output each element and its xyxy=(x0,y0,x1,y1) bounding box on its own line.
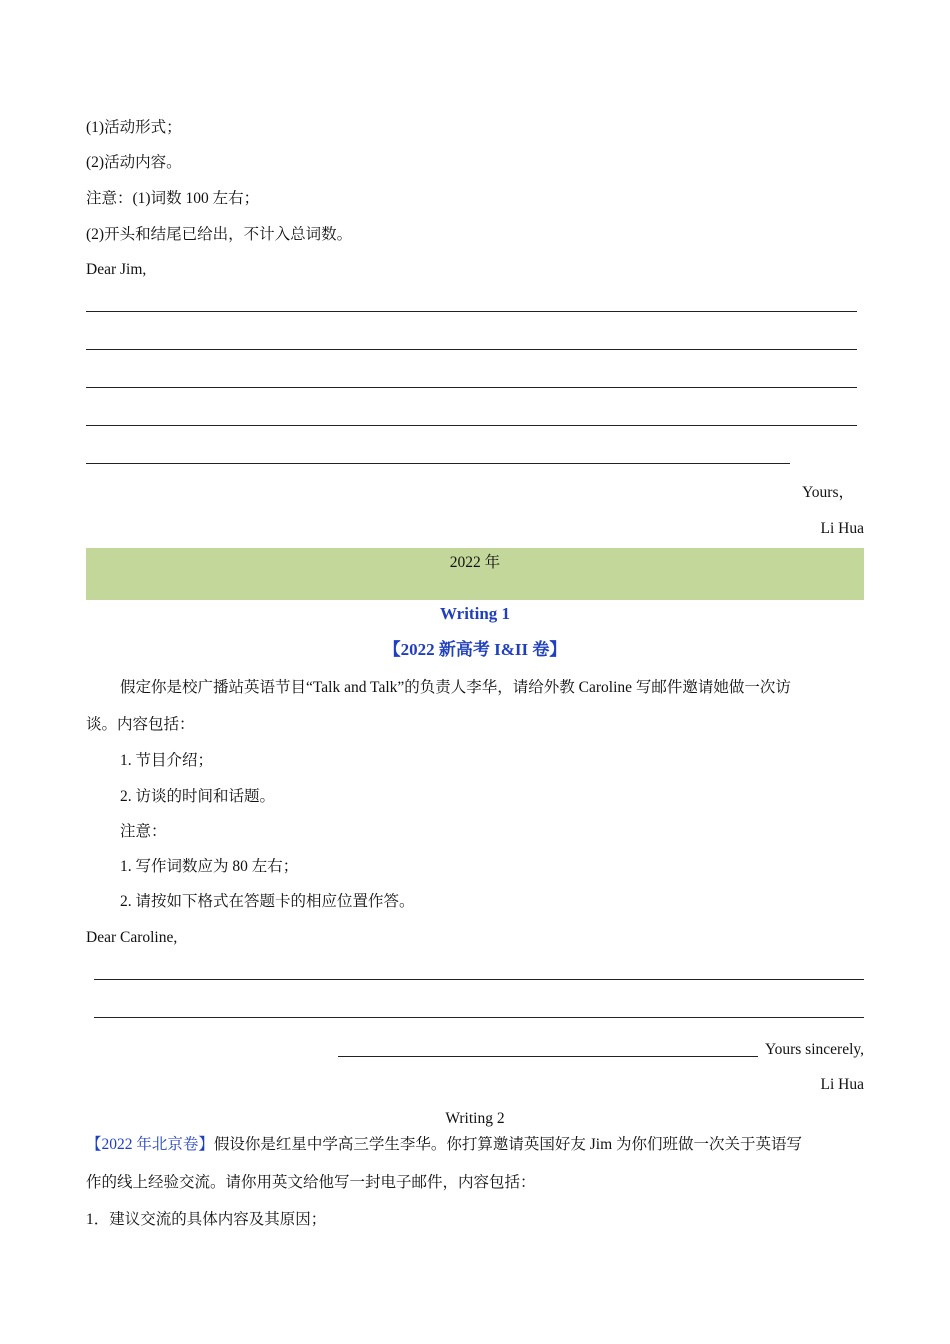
answer-line xyxy=(86,311,857,312)
writing1-subtitle: 【2022 新高考 I&II 卷】 xyxy=(383,640,567,659)
answer-line xyxy=(86,463,790,464)
writing2-source-tag: 【2022 年北京卷】 xyxy=(86,1136,214,1153)
writing1-note: 2. 请按如下格式在答题卡的相应位置作答。 xyxy=(120,893,415,910)
writing1-signature: Li Hua xyxy=(820,1076,864,1093)
writing1-notes-label: 注意： xyxy=(120,823,167,840)
writing2-prompt-text: 假设你是红星中学高三学生李华。你打算邀请英国好友 Jim 为你们班做一次关于英语写 xyxy=(213,1136,803,1153)
item-activity-content: (2)活动内容。 xyxy=(86,154,182,171)
year-label: 2022 年 xyxy=(449,554,501,571)
writing2-prompt-line1 xyxy=(86,1135,802,1155)
answer-line xyxy=(94,1017,864,1018)
salutation-caroline: Dear Caroline, xyxy=(86,929,178,946)
writing1-prompt-line2: 谈。内容包括： xyxy=(86,716,195,733)
writing1-note: 1. 写作词数应为 80 左右； xyxy=(120,858,299,875)
answer-line xyxy=(94,979,864,980)
writing2-point: 1．建议交流的具体内容及其原因； xyxy=(86,1211,327,1228)
answer-line xyxy=(86,387,857,388)
writing1-prompt-line1: 假定你是校广播站英语节目“Talk and Talk”的负责人李华，请给外教 Caroline 写邮件邀请她做一次访 xyxy=(120,679,791,696)
year-band xyxy=(86,548,864,600)
writing1-point: 2. 访谈的时间和话题。 xyxy=(120,788,276,805)
signature: Li Hua xyxy=(820,520,864,537)
answer-line xyxy=(86,425,857,426)
closing-yours: Yours， xyxy=(802,484,854,501)
salutation-jim: Dear Jim, xyxy=(86,261,147,278)
writing1-title: Writing 1 xyxy=(439,604,511,623)
writing1-point: 1. 节目介绍； xyxy=(120,752,214,769)
note-word-count: 注意：(1)词数 100 左右； xyxy=(86,190,260,207)
writing2-prompt-line2: 作的线上经验交流。请你用英文给他写一封电子邮件，内容包括： xyxy=(86,1174,536,1191)
note-opening-closing: (2)开头和结尾已给出，不计入总词数。 xyxy=(86,226,353,243)
closing-yours-sincerely: Yours sincerely, xyxy=(764,1041,864,1058)
writing2-title: Writing 2 xyxy=(445,1110,505,1127)
answer-line xyxy=(338,1056,758,1057)
item-activity-form: (1)活动形式； xyxy=(86,119,182,136)
answer-line xyxy=(86,349,857,350)
